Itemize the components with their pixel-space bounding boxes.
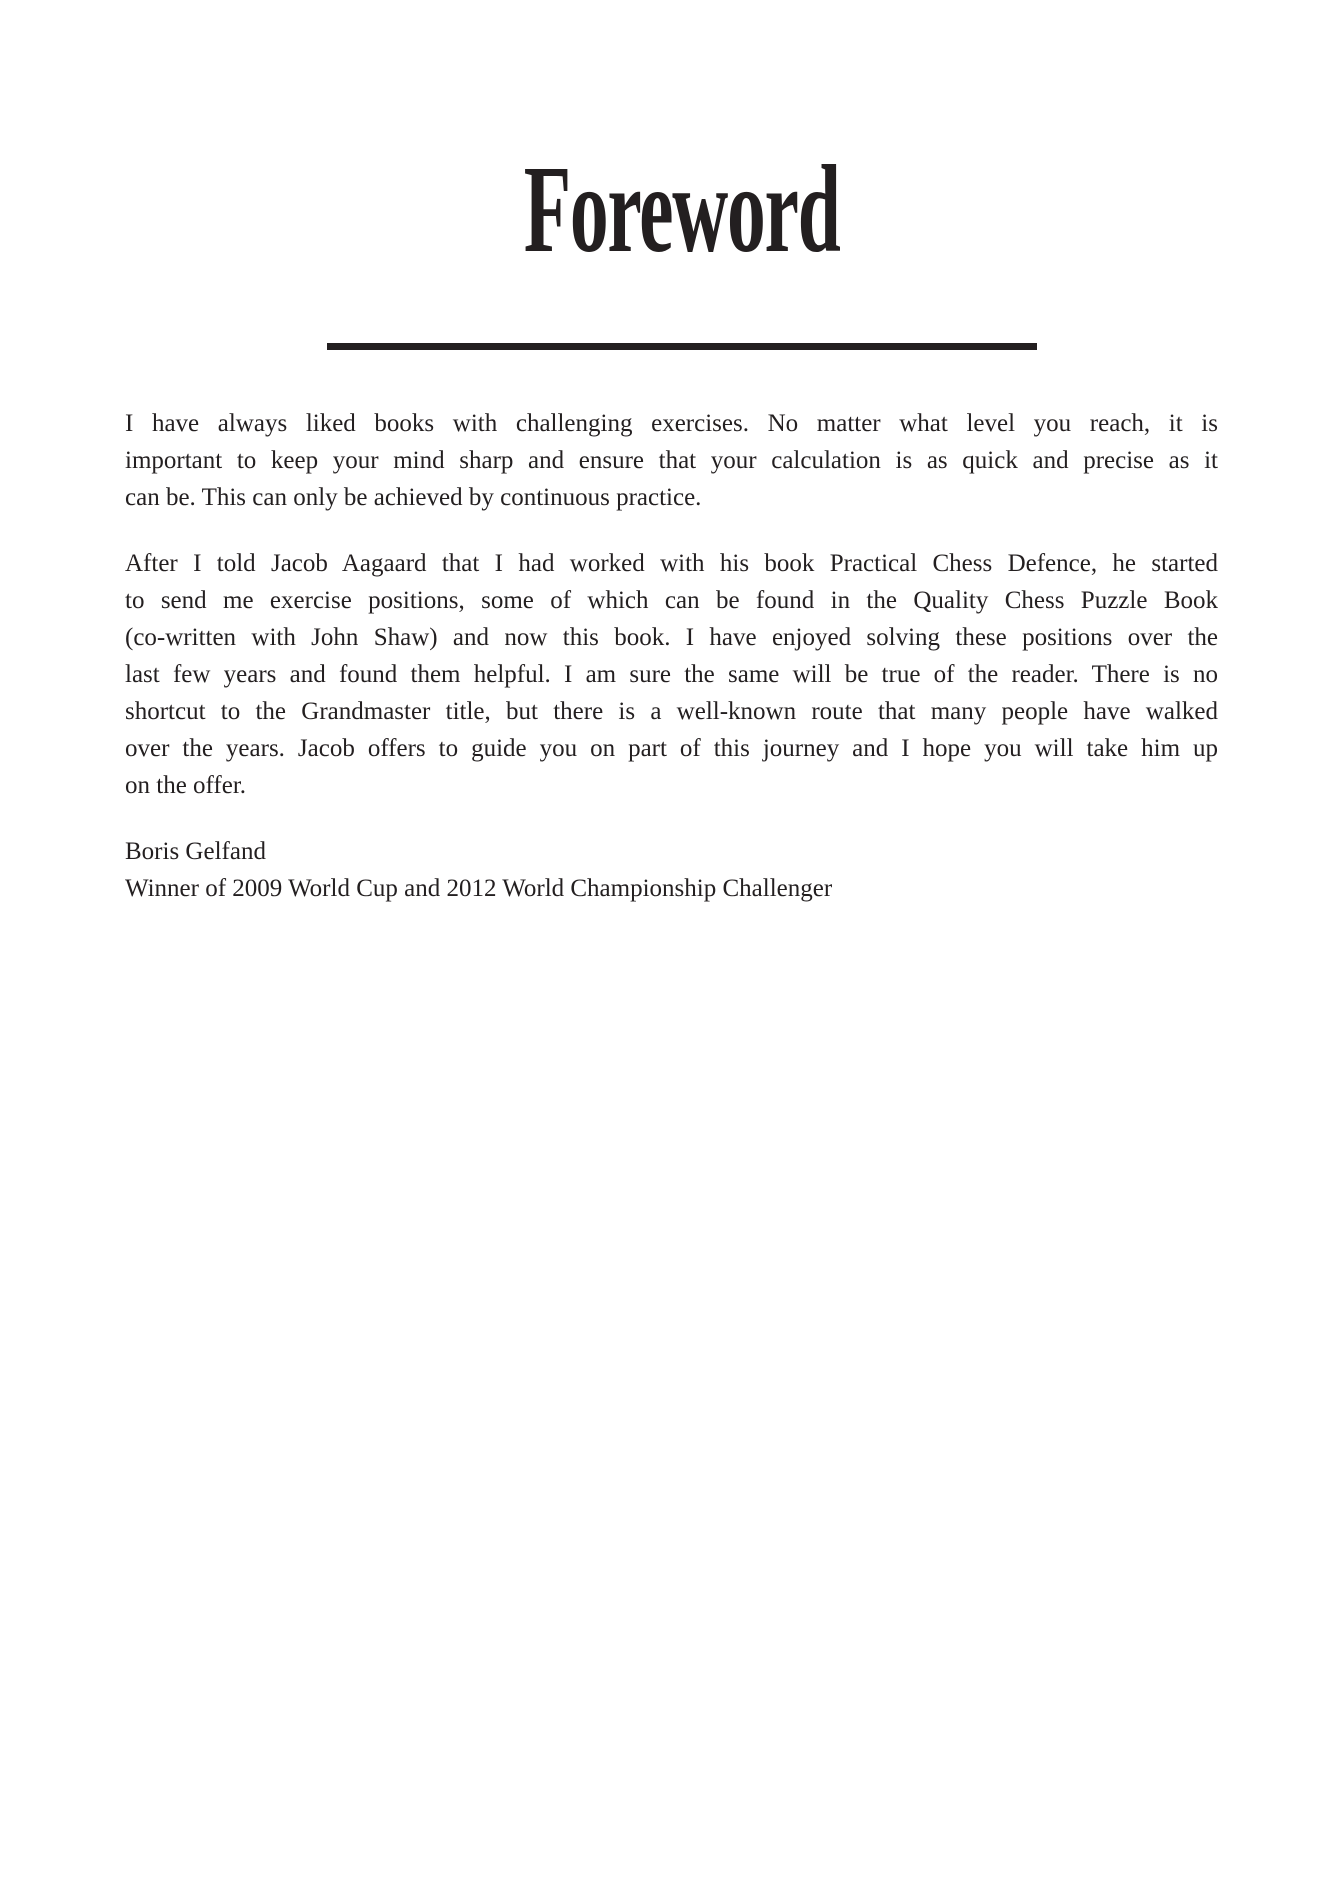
signature-block — [125, 833, 1218, 907]
chapter-title — [12, 0, 1339, 300]
signature-credentials: Winner of 2009 World Cup and 2012 World Championship Challenger — [125, 875, 833, 902]
foreword-body — [125, 405, 1218, 907]
title-rule — [327, 343, 1037, 350]
foreword-paragraph-1 — [125, 405, 1218, 516]
text-line: to send me exercise positions, some of which can be found in the Quality Chess Puzzle Book — [125, 587, 1218, 614]
text-line: important to keep your mind sharp and ensure that your calculation is as quick and precise as it — [125, 447, 1218, 474]
text-line: last few years and found them helpful. I am sure the same will be true of the reader. There is no — [125, 661, 1218, 688]
signature-name: Boris Gelfand — [125, 838, 266, 865]
text-line: shortcut to the Grandmaster title, but there is a well-known route that many people have walked — [125, 698, 1218, 725]
text-line: over the years. Jacob offers to guide you on part of this journey and I hope you will take him up — [125, 735, 1218, 762]
text-line: can be. This can only be achieved by continuous practice. — [125, 484, 702, 511]
foreword-paragraph-2 — [125, 545, 1218, 804]
text-line: After I told Jacob Aagaard that I had worked with his book Practical Chess Defence, he started — [125, 550, 1218, 577]
chapter-title-text: Foreword — [523, 141, 840, 279]
text-line: I have always liked books with challenging exercises. No matter what level you reach, it is — [125, 410, 1218, 437]
text-line: (co-written with John Shaw) and now this book. I have enjoyed solving these positions over the — [125, 624, 1218, 651]
text-line: on the offer. — [125, 772, 247, 799]
